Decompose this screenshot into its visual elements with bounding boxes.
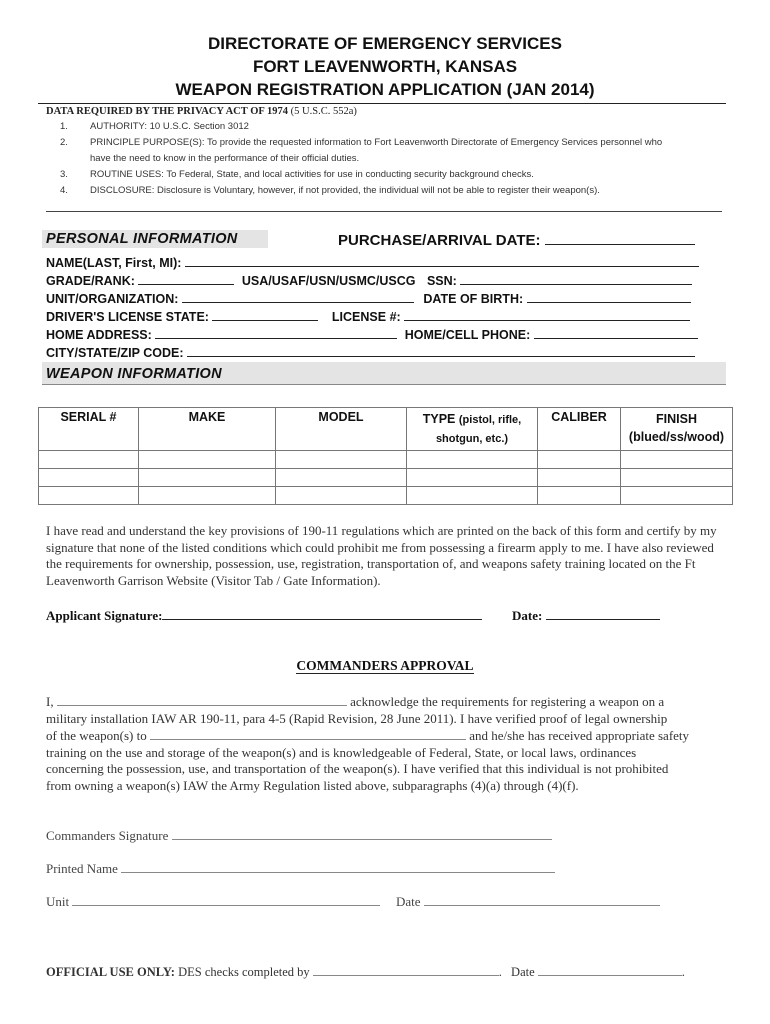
commander-signature-label: Commanders Signature [46,828,169,843]
finish-cell[interactable] [621,469,733,487]
approval-paragraph [46,693,736,794]
header-line-3: WEAPON REGISTRATION APPLICATION (JAN 2014) [175,80,595,99]
purchase-date-row [338,231,695,249]
grade-row [46,271,692,287]
caliber-cell[interactable] [538,487,621,505]
approval-heading-wrap [0,658,770,674]
table-row [39,451,733,469]
certification-text: I have read and understand the key provisions of 190-11 regulations which are printed on the back of this form and certify by my signature that none of the listed conditions which could prohibit me from possessing a firearm apply to me. I have also reviewed the requirements for ownership, possession, use, registration, transportation of, and weapons safety training located on the Ft Leavenworth Garrison Website (Visitor Tab / Gate Information). [46,523,717,588]
weapon-table-header [39,408,733,451]
license-label: LICENSE #: [331,310,401,324]
owner-name-field[interactable] [150,727,466,740]
ssn-label: SSN: [426,274,457,288]
caliber-cell[interactable] [538,469,621,487]
approval-line: I, acknowledge the requirements for registering a weapon on a [46,694,665,709]
phone-field[interactable] [534,325,698,339]
approval-line: military installation IAW AR 190-11, para 4-5 (Rapid Revision, 28 June 2011). I have verified proof of legal ownership [46,710,668,726]
purchase-date-field[interactable] [545,231,695,245]
col-finish-main: FINISH [656,412,697,426]
printed-name-row [46,860,555,877]
approval-unit-label: Unit [46,894,70,909]
name-row [46,253,699,269]
col-type-sub: (pistol, rifle, shotgun, etc.) [435,414,522,445]
address-label: HOME ADDRESS: [46,328,152,342]
finish-cell[interactable] [621,487,733,505]
applicant-date-field[interactable] [546,606,660,620]
commander-signature-field[interactable] [172,827,552,840]
official-date-field[interactable] [538,963,682,976]
approval-line: training on the use and storage of the weapon(s) and is knowledgeable of Federal, State, or local laws, ordinances [46,744,637,760]
privacy-item: 4. DISCLOSURE: Disclosure is Voluntary, however, if not provided, the individual will not be able to register their weapon(s). [60,185,600,196]
model-cell[interactable] [276,487,407,505]
approval-date-row [396,893,660,910]
approval-date-label: Date [396,894,421,909]
grade-label: GRADE/RANK: [46,274,135,288]
commander-name-field[interactable] [57,693,347,706]
privacy-item: 1. AUTHORITY: 10 U.S.C. Section 3012 [60,121,249,132]
official-use-label: OFFICIAL USE ONLY: [46,965,175,979]
type-cell[interactable] [407,469,538,487]
col-caliber: CALIBER [538,408,621,451]
col-type-main: TYPE [422,412,456,426]
col-serial: SERIAL # [39,408,139,451]
header-line-2: FORT LEAVENWORTH, KANSAS [252,57,518,76]
serial-cell[interactable] [39,487,139,505]
privacy-list [60,119,740,199]
approval-date-field[interactable] [424,893,660,906]
purchase-date-label: PURCHASE/ARRIVAL DATE: [338,232,541,249]
col-model: MODEL [276,408,407,451]
privacy-item: 2. PRINCIPLE PURPOSE(S): To provide the requested information to Fort Leavenworth Directorate of Emergency Services personnel who [60,137,663,148]
col-finish [621,408,733,451]
license-row [46,307,690,323]
approval-line: from owning a weapon(s) IAW the Army Regulation listed above, subparagraphs (4)(a) through (4)(f). [46,777,579,793]
header-divider [38,103,726,104]
type-cell[interactable] [407,451,538,469]
make-cell[interactable] [139,451,276,469]
make-cell[interactable] [139,487,276,505]
caliber-cell[interactable] [538,451,621,469]
approval-line: of the weapon(s) to and he/she has received appropriate safety [46,728,690,743]
address-row [46,325,698,341]
weapon-heading: WEAPON INFORMATION [46,366,222,382]
commander-signature-row [46,827,552,844]
printed-name-label: Printed Name [46,861,118,876]
type-cell[interactable] [407,487,538,505]
serial-cell[interactable] [39,469,139,487]
model-cell[interactable] [276,451,407,469]
applicant-signature-field[interactable] [162,606,482,620]
table-row [39,487,733,505]
applicant-signature-label: Applicant Signature: [46,608,163,623]
branch-label: USA/USAF/USN/USMC/USCG [241,274,416,288]
finish-cell[interactable] [621,451,733,469]
privacy-heading-text: DATA REQUIRED BY THE PRIVACY ACT OF 1974 [46,106,289,117]
applicant-date-label: Date: [512,608,543,623]
approval-unit-field[interactable] [72,893,380,906]
printed-name-field[interactable] [121,860,555,873]
applicant-date-row [512,606,660,624]
ssn-field[interactable] [460,271,692,285]
dob-field[interactable] [527,289,691,303]
privacy-heading-ref: (5 U.S.C. 552a) [290,106,357,117]
approval-heading: COMMANDERS APPROVAL [296,658,474,673]
des-checks-label: DES checks completed by [178,965,310,979]
city-row [46,343,695,359]
weapon-table [38,407,733,505]
model-cell[interactable] [276,469,407,487]
applicant-signature-row [46,606,482,624]
official-use-row: OFFICIAL USE ONLY: DES checks completed by . Date . [46,965,685,979]
privacy-item: 3. ROUTINE USES: To Federal, State, and local activities for use in conducting security background checks. [60,169,534,180]
personal-heading: PERSONAL INFORMATION [46,231,238,247]
grade-field[interactable] [138,271,234,285]
make-cell[interactable] [139,469,276,487]
header-line-1: DIRECTORATE OF EMERGENCY SERVICES [208,34,562,53]
unit-row [46,289,691,305]
address-field[interactable] [155,325,397,339]
unit-field[interactable] [182,289,414,303]
dl-state-field[interactable] [212,307,318,321]
name-label: NAME(LAST, First, MI): [46,256,182,270]
table-row [39,469,733,487]
dob-label: DATE OF BIRTH: [423,292,524,306]
dl-state-label: DRIVER'S LICENSE STATE: [46,310,209,324]
col-make: MAKE [139,408,276,451]
official-date-label: Date [511,965,535,979]
privacy-heading [46,106,357,117]
city-label: CITY/STATE/ZIP CODE: [46,346,184,360]
unit-label: UNIT/ORGANIZATION: [46,292,179,306]
approval-line: concerning the possession, use, and transportation of the weapon(s). I have verified that this individual is not prohibited [46,761,669,776]
city-field[interactable] [187,343,695,357]
license-field[interactable] [404,307,690,321]
approval-unit-row [46,893,380,910]
phone-label: HOME/CELL PHONE: [404,328,531,342]
des-checks-field[interactable] [313,963,499,976]
serial-cell[interactable] [39,451,139,469]
privacy-item: have the need to know in the performance of their official duties. [90,153,360,164]
privacy-divider [46,211,722,212]
name-field[interactable] [185,253,699,267]
col-finish-sub: (blued/ss/wood) [628,430,725,444]
col-type [407,408,538,451]
